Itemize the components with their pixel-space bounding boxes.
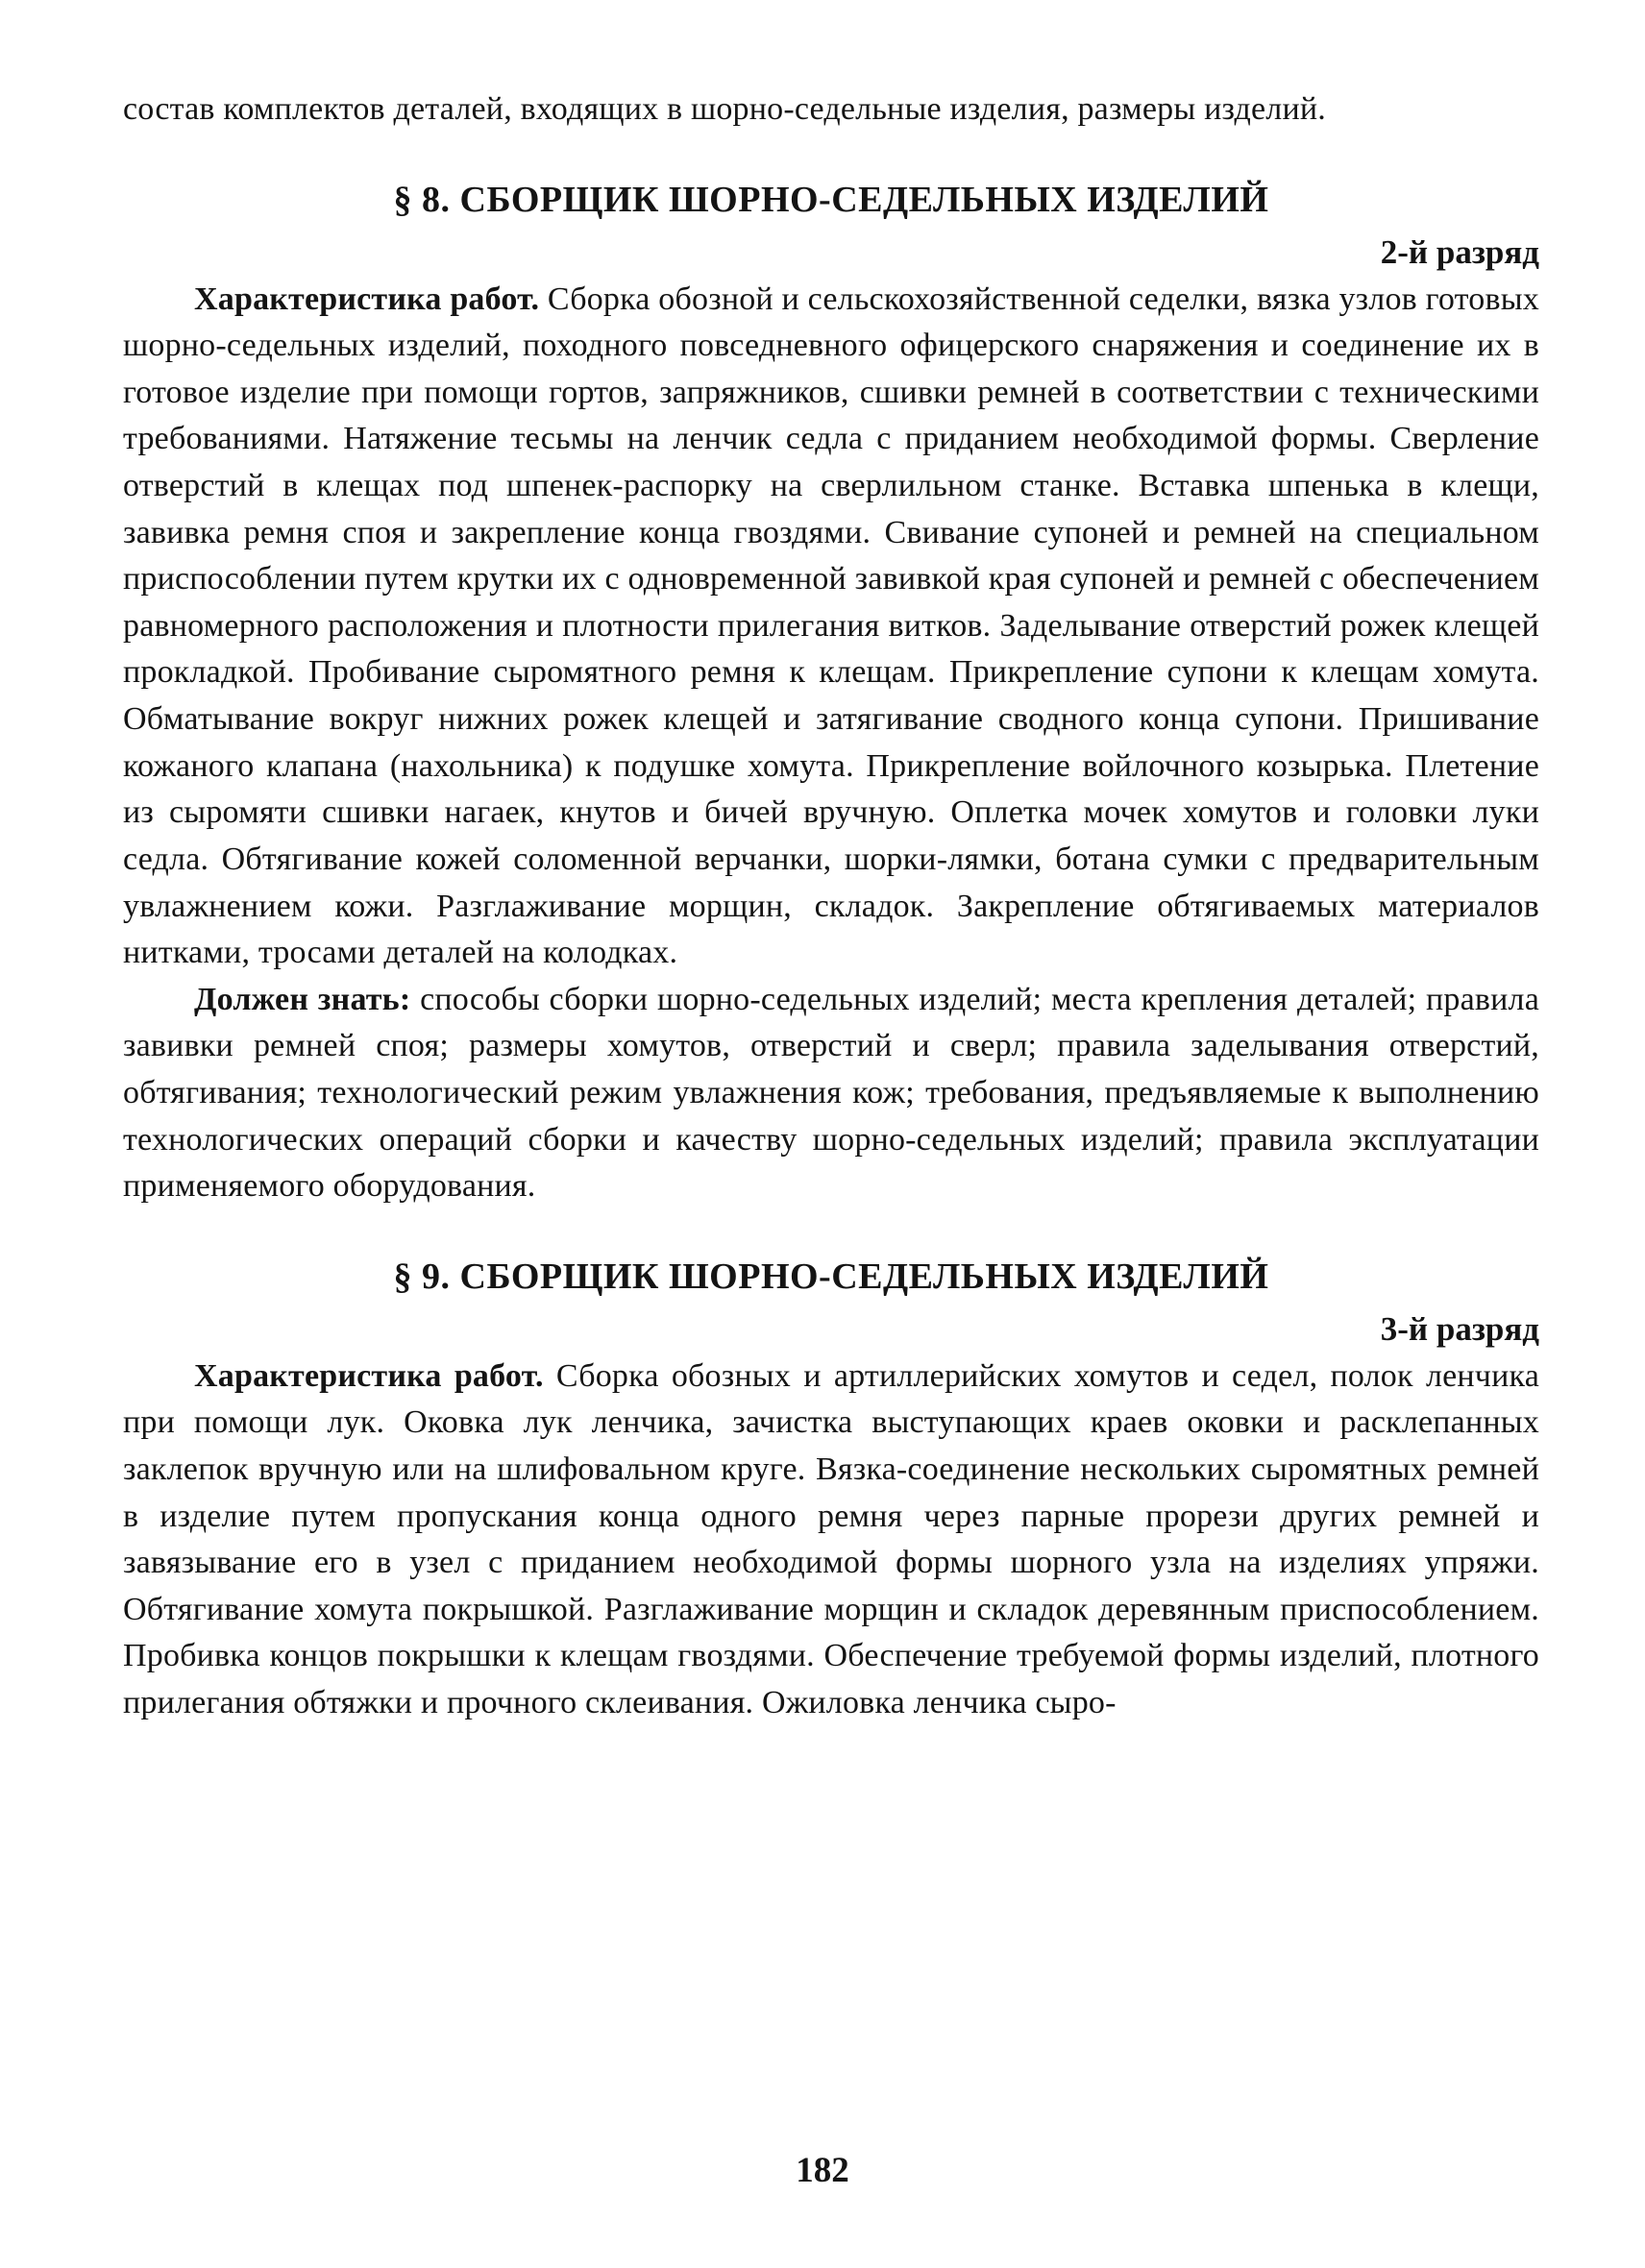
section-9-grade: 3-й разряд xyxy=(1380,1310,1539,1349)
section-8-grade: 2-й разряд xyxy=(1380,233,1539,272)
page-number: 182 xyxy=(796,2151,849,2190)
paragraph-text: способы сборки шорно-седельных изделий; места крепления деталей; правила завивки ремней споя; размеры хомутов, отверстий и сверл; правила заделывания отверстий, обтягивания; технологический режим увлажнения кож; требования, предъявляемые к выполнению технологических операций сборки и качеству шорно-седельных изделий; правила эксплуатации применяемого оборудования. xyxy=(123,981,1539,1205)
section-8-characteristics-paragraph xyxy=(123,277,1539,977)
paragraph-lead: Характеристика работ. xyxy=(194,280,540,317)
section-9-heading: § 9. СБОРЩИК ШОРНО-СЕДЕЛЬНЫХ ИЗДЕЛИЙ xyxy=(393,1256,1269,1297)
section-9-characteristics-paragraph xyxy=(123,1353,1539,1727)
paragraph-lead: Должен знать: xyxy=(194,981,411,1017)
continuation-paragraph: состав комплектов деталей, входящих в шорно-седельные изделия, размеры изделий. xyxy=(123,91,1326,127)
paragraph-text: Сборка обозных и артиллерийских хомутов и седел, полок ленчика при помощи лук. Оковка лук ленчика, зачистка выступающих краев оковки и расклепанных заклепок вручную или на шлифовальном круге. Вязка-соединение нескольких сыромятных ремней в изделие путем пропускания конца одного ремня через парные прорези других ремней и завязывание его в узел с приданием необходимой формы шорного узла на изделиях упряжи. Обтягивание хомута покрышкой. Разглаживание морщин и складок деревянным приспособлением. Пробивка концов покрышки к клещам гвоздями. Обеспечение требуемой формы изделий, плотного прилегания обтяжки и прочного склеивания. Ожиловка ленчика сыро- xyxy=(123,1357,1539,1721)
paragraph-text: Сборка обозной и сельскохозяйственной седелки, вязка узлов готовых шорно-седельных изделий, походного повседневного офицерского снаряжения и соединение их в готовое изделие при помощи гортов, запряжников, сшивки ремней в соответствии с техническими требованиями. Натяжение тесьмы на ленчик седла с приданием необходимой формы. Сверление отверстий в клещах под шпенек-распорку на сверлильном станке. Вставка шпенька в клещи, завивка ремня споя и закрепление конца гвоздями. Свивание супоней и ремней на специальном приспособлении путем крутки их с одновременной завивкой края супоней и ремней с обеспечением равномерного расположения и плотности прилегания витков. Заделывание отверстий рожек клещей прокладкой. Пробивание сыромятного ремня к клещам. Прикрепление супони к клещам хомута. Обматывание вокруг нижних рожек клещей и затягивание сводного конца супони. Пришивание кожаного клапана (нахольника) к подушке хомута. Прикрепление войлочного козырька. Плетение из сыромяти сшивки нагаек, кнутов и бичей вручную. Оплетка мочек хомутов и головки луки седла. Обтягивание кожей соломенной верчанки, шорки-лямки, ботана сумки с предварительным увлажнением кожи. Разглаживание морщин, складок. Закрепление обтягиваемых материалов нитками, тросами деталей на колодках. xyxy=(123,280,1539,971)
paragraph-lead: Характеристика работ. xyxy=(194,1357,544,1394)
section-8-heading: § 8. СБОРЩИК ШОРНО-СЕДЕЛЬНЫХ ИЗДЕЛИЙ xyxy=(393,179,1269,220)
section-8-must-know-paragraph xyxy=(123,977,1539,1210)
